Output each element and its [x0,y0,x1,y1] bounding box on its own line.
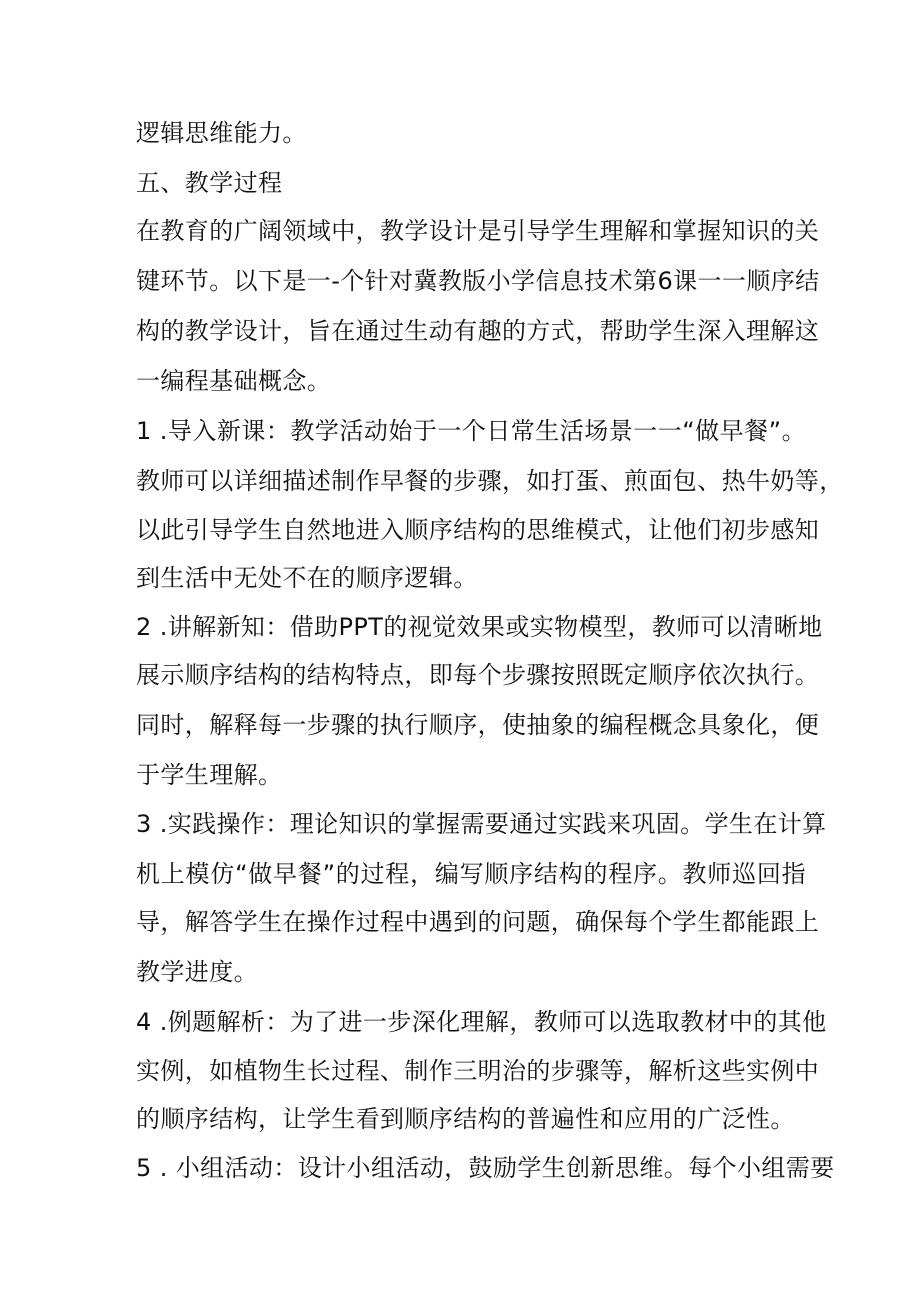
text-line: 到生活中无处不在的顺序逻辑。 [136,564,478,592]
text-line: 教师可以详细描述制作早餐的步骤，如打蛋、煎面包、热牛奶等， [136,467,844,495]
list-item-1: 1 .导入新课：教学活动始于一个日常生活场景一一“做早餐”。 [136,417,806,445]
list-item-2: 2 .讲解新知：借助PPT的视觉效果或实物模型，教师可以清晰地 [136,613,823,641]
text-line: 键环节。以下是一-个针对冀教版小学信息技术第6课一一顺序结 [136,267,820,295]
text-line: 在教育的广阔领域中，教学设计是引导学生理解和掌握知识的关 [136,217,820,245]
text-line: 的顺序结构，让学生看到顺序结构的普遍性和应用的广泛性。 [136,1105,795,1133]
text-line: 一编程基础概念。 [136,367,332,395]
text-line: 构的教学设计，旨在通过生动有趣的方式，帮助学生深入理解这 [136,317,820,345]
section-heading: 五、教学过程 [136,169,283,197]
text-line: 逻辑思维能力。 [136,119,307,147]
text-line: 机上模仿“做早餐”的过程，编写顺序结构的程序。教师巡回指 [136,860,806,888]
text-line: 导，解答学生在操作过程中遇到的问题，确保每个学生都能跟上 [136,908,820,936]
text-line: 实例，如植物生长过程、制作三明治的步骤等，解析这些实例中 [136,1057,820,1085]
text-line: 教学进度。 [136,958,258,986]
text-line: 以此引导学生自然地进入顺序结构的思维模式，让他们初步感知 [136,516,820,544]
text-line: 同时，解释每一步骤的执行顺序，使抽象的编程概念具象化，便 [136,711,820,739]
text-line: 展示顺序结构的结构特点，即每个步骤按照既定顺序依次执行。 [136,661,820,689]
list-item-3: 3 .实践操作：理论知识的掌握需要通过实践来巩固。学生在计算 [136,810,827,838]
list-item-5: 5 . 小组活动：设计小组活动，鼓励学生创新思维。每个小组需要 [136,1154,835,1182]
text-line: 于学生理解。 [136,761,283,789]
list-item-4: 4 .例题解析：为了进一步深化理解，教师可以选取教材中的其他 [136,1008,827,1036]
